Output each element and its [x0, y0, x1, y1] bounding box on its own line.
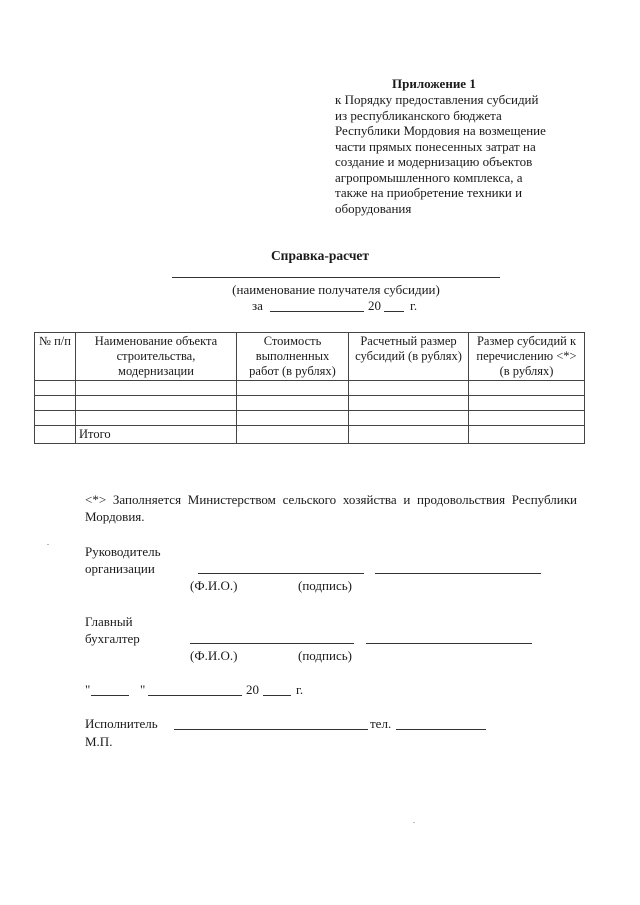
table-cell	[35, 396, 76, 411]
date-month-line	[148, 695, 242, 696]
appendix-line: части прямых понесенных затрат на	[335, 138, 536, 154]
header-object-name: Наименование объекта строительства, модернизации	[76, 333, 237, 381]
date-year-prefix: 20	[246, 682, 259, 697]
table-cell	[76, 396, 237, 411]
table-row	[35, 381, 585, 396]
header-cost: Стоимость выполненных работ (в рублях)	[237, 333, 349, 381]
phone-line	[396, 729, 486, 730]
accountant-label-line1: Главный	[85, 614, 133, 629]
period-year: 20	[368, 298, 381, 313]
date-year-line	[263, 695, 291, 696]
table-cell	[349, 411, 469, 426]
stamp-label: М.П.	[85, 734, 113, 749]
appendix-line: Республики Мордовия на возмещение	[335, 123, 546, 138]
appendix-line: из республиканского бюджета	[335, 107, 502, 123]
table-cell	[237, 396, 349, 411]
table-cell	[469, 381, 585, 396]
total-label: Итого	[76, 426, 237, 444]
table-row	[35, 411, 585, 426]
table-cell	[349, 396, 469, 411]
table-cell	[469, 411, 585, 426]
table-row	[35, 396, 585, 411]
period-month-line	[270, 311, 364, 312]
appendix-title: Приложение 1	[392, 76, 476, 91]
appendix-line: создание и модернизацию объектов	[335, 154, 533, 169]
appendix-line: агропромышленного комплекса, а	[335, 169, 523, 185]
table-cell	[35, 381, 76, 396]
table-cell	[76, 411, 237, 426]
table-header-row	[35, 333, 585, 381]
head-fio-line	[198, 573, 364, 574]
appendix-line: к Порядку предоставления субсидий	[335, 92, 539, 107]
table-total-row	[35, 426, 585, 444]
table-cell	[76, 381, 237, 396]
date-close-quote: "	[140, 682, 146, 697]
header-subsidy-to-transfer: Размер субсидий к перечислению <*> (в рублях)	[469, 333, 585, 381]
scan-speck	[47, 544, 49, 545]
table-cell	[349, 426, 469, 444]
accountant-fio-caption: (Ф.И.О.)	[190, 648, 238, 663]
table-cell	[35, 411, 76, 426]
executor-label: Исполнитель	[85, 716, 158, 731]
date-day-line	[91, 695, 129, 696]
document-title: Справка-расчет	[270, 248, 370, 263]
accountant-signature-caption: (подпись)	[298, 648, 352, 663]
appendix-line: также на приобретение техники и	[335, 185, 523, 200]
head-signature-caption: (подпись)	[298, 578, 352, 593]
period-suffix: г.	[410, 298, 418, 313]
header-estimated-subsidy: Расчетный размер субсидий (в рублях)	[349, 333, 469, 381]
table-cell	[349, 381, 469, 396]
head-label-line2: организации	[85, 561, 155, 576]
accountant-fio-line	[190, 643, 354, 644]
period-year-line	[384, 311, 404, 312]
table-cell	[469, 396, 585, 411]
appendix-line: оборудования	[335, 200, 412, 216]
table-cell	[237, 426, 349, 444]
recipient-name-line	[172, 277, 500, 278]
executor-name-line	[174, 729, 368, 730]
appendix-text	[335, 92, 587, 216]
accountant-signature-line	[366, 643, 532, 644]
table-cell	[237, 381, 349, 396]
phone-label: тел.	[370, 716, 392, 731]
accountant-label-line2: бухгалтер	[85, 631, 140, 646]
table-cell	[237, 411, 349, 426]
head-signature-line	[375, 573, 541, 574]
subsidy-table	[34, 332, 585, 444]
head-fio-caption: (Ф.И.О.)	[190, 578, 238, 593]
head-label-line1: Руководитель	[85, 544, 161, 559]
period-prefix: за	[252, 298, 263, 313]
table-cell	[35, 426, 76, 444]
table-cell	[469, 426, 585, 444]
footnote: <*> Заполняется Министерством сельского хозяйства и продовольствия Республики Мордовия.	[85, 492, 577, 524]
date-open-quote: "	[85, 682, 91, 697]
recipient-caption: (наименование получателя субсидии)	[232, 282, 440, 297]
header-number: № п/п	[35, 333, 76, 381]
scan-speck	[413, 822, 415, 823]
date-suffix: г.	[296, 682, 304, 697]
